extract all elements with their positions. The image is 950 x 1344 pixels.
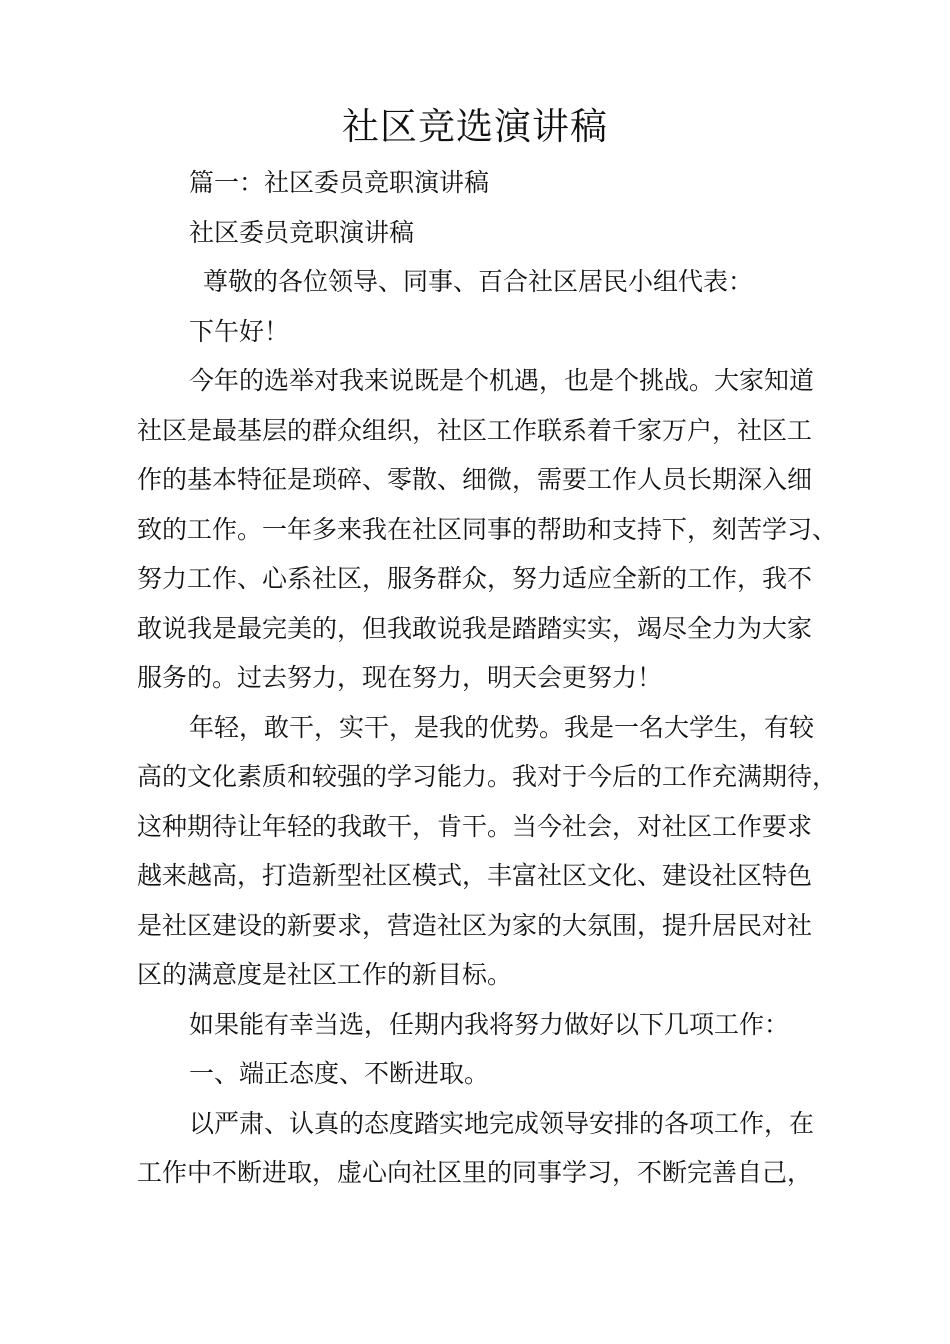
document-body	[137, 158, 838, 1198]
document-title: 社区竞选演讲稿	[342, 105, 608, 148]
paragraph-line: 作的基本特征是琐碎、零散、细微，需要工作人员长期深入细	[137, 465, 813, 494]
paragraph-line: 如果能有幸当选，任期内我将努力做好以下几项工作：	[189, 1009, 790, 1039]
paragraph-line: 这种期待让年轻的我敢干，肯干。当今社会，对社区工作要求	[137, 811, 813, 841]
salutation-line: 尊敬的各位领导、同事、百合社区居民小组代表：	[203, 267, 754, 296]
paragraph-line: 年轻，敢干，实干，是我的优势。我是一名大学生，有较	[189, 712, 815, 742]
section-heading: 篇一：社区委员竞职演讲稿	[189, 168, 490, 197]
paragraph-line: 高的文化素质和较强的学习能力。我对于今后的工作充满期待，	[137, 762, 838, 791]
paragraph-line: 工作中不断进取，虚心向社区里的同事学习，不断完善自己，	[137, 1158, 813, 1187]
paragraph-line: 今年的选举对我来说既是个机遇，也是个挑战。大家知道	[189, 366, 815, 395]
speech-heading: 社区委员竞职演讲稿	[189, 217, 415, 247]
paragraph-line: 越来越高，打造新型社区模式，丰富社区文化、建设社区特色	[137, 861, 813, 890]
paragraph-line: 致的工作。一年多来我在社区同事的帮助和支持下，刻苦学习、	[137, 514, 838, 544]
paragraph-line: 服务的。过去努力，现在努力，明天会更努力！	[137, 663, 663, 692]
paragraph-line: 是社区建设的新要求，营造社区为家的大氛围，提升居民对社	[137, 910, 813, 940]
list-heading: 一、端正态度、不断进取。	[189, 1059, 490, 1088]
paragraph-line: 努力工作、心系社区，服务群众，努力适应全新的工作，我不	[137, 564, 813, 593]
paragraph-line: 社区是最基层的群众组织，社区工作联系着千家万户，社区工	[137, 415, 813, 445]
paragraph-line: 敢说我是最完美的，但我敢说我是踏踏实实，竭尽全力为大家	[137, 613, 813, 643]
greeting-line: 下午好！	[189, 316, 290, 346]
paragraph-line: 以严肃、认真的态度踏实地完成领导安排的各项工作，在	[189, 1108, 815, 1138]
paragraph-line: 区的满意度是社区工作的新目标。	[137, 960, 513, 989]
